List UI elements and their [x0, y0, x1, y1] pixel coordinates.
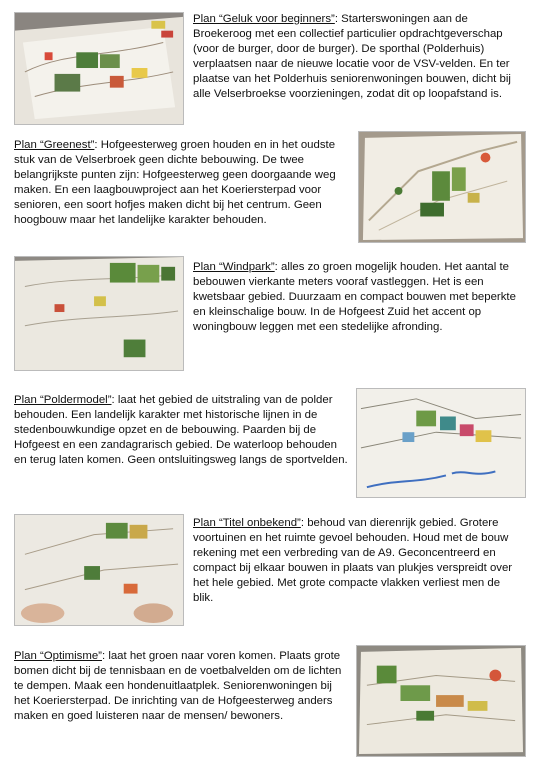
plan-text-greenest	[14, 138, 354, 229]
map-photo-illustration	[359, 132, 525, 242]
plan-body-geluk: : Starterswoningen aan de Broekeroog met een collectief particulier opdrachtgeverschap (voor de burger, door de burger). De sporthal (Polderhuis) verplaatsen naar de nieuwe locatie voor de VSV-velden. En ter plaatse van het Polderhuis seniorenwoningen bouwen, dicht bij alle Velserbroekse voorzieningen, zodat dit op loopafstand is.	[193, 13, 511, 101]
plan-title-poldermodel: Plan “Poldermodel”	[14, 394, 112, 406]
map-photo-illustration	[357, 389, 525, 497]
plan-body-greenest: : Hofgeesterweg groen houden en in het oudste stuk van de Velserbroek geen dichte bebouwing. De twee belangrijkste punten zijn: Hofgeesterweg geen doorgaande weg maken. En een laagbouwproject aan het Koeriersterpad voor senioren, een soort hofjes maken dicht bij het centrum. Geen hoogbouw maar het landelijke karakter behouden.	[14, 139, 336, 227]
plan-body-windpark: : alles zo groen mogelijk houden. Het aantal te bebouwen vierkante meters vooraf vastleggen. Het is een kwetsbaar gebied. Duurzaam en compact bouwen met beperkte en kleinschalige bouw. In de Hofgeest Zuid het accent op woningbouw leggen met een stedelijke afronding.	[193, 261, 516, 334]
plan-photo-geluk	[14, 12, 184, 125]
map-photo-illustration	[357, 646, 525, 756]
plan-title-geluk: Plan “Geluk voor beginners”	[193, 13, 335, 25]
plan-text-poldermodel	[14, 393, 350, 468]
plan-photo-optimisme	[356, 645, 526, 757]
plan-body-optimisme: : laat het groen naar voren komen. Plaats grote bomen dicht bij de tennisbaan en de voetbalvelden om de lichten te dempen. Maak een hondenuitlaatplek. Seniorenwoningen bij het Koeriersterpad. De inrichting van de Hofgeesterweg anders maken en goed luisteren naar de mensen/ bewoners.	[14, 650, 342, 723]
plan-photo-greenest	[358, 131, 526, 243]
plan-text-optimisme	[14, 649, 344, 724]
plan-photo-windpark	[14, 256, 184, 371]
plan-text-titel-onbekend	[193, 516, 523, 607]
plan-title-greenest: Plan “Greenest”	[14, 139, 95, 151]
plan-text-geluk	[193, 12, 523, 103]
plan-text-windpark	[193, 260, 523, 335]
plan-title-titel-onbekend: Plan “Titel onbekend”	[193, 517, 301, 529]
plan-body-titel-onbekend: : behoud van dierenrijk gebied. Grotere voortuinen en het ruimte gevoel behouden. Houd met de bouw rekening met een verbreding van de A9. Geconcentreerd en compact bij elkaar bouwen in plaats van plukjes verspreidt over het hele gebied. Met grote compacte vlakken verliest men de blik.	[193, 517, 513, 605]
map-photo-illustration	[15, 515, 183, 625]
plan-title-optimisme: Plan “Optimisme”	[14, 650, 102, 662]
plan-title-windpark: Plan “Windpark”	[193, 261, 275, 273]
map-photo-illustration	[15, 257, 183, 370]
plan-body-poldermodel: : laat het gebied de uitstraling van de polder behouden. Een landelijk karakter met historische lijnen in de stedenbouwkundige opzet en de bebouwing. Paarden bij de Hofgeest en een zandagrarisch gebied. De waterloop behouden en terug laten komen. Geen ontsluitingsweg langs de sportvelden.	[14, 394, 348, 467]
plan-photo-titel-onbekend	[14, 514, 184, 626]
plan-photo-poldermodel	[356, 388, 526, 498]
map-photo-illustration	[15, 13, 183, 124]
